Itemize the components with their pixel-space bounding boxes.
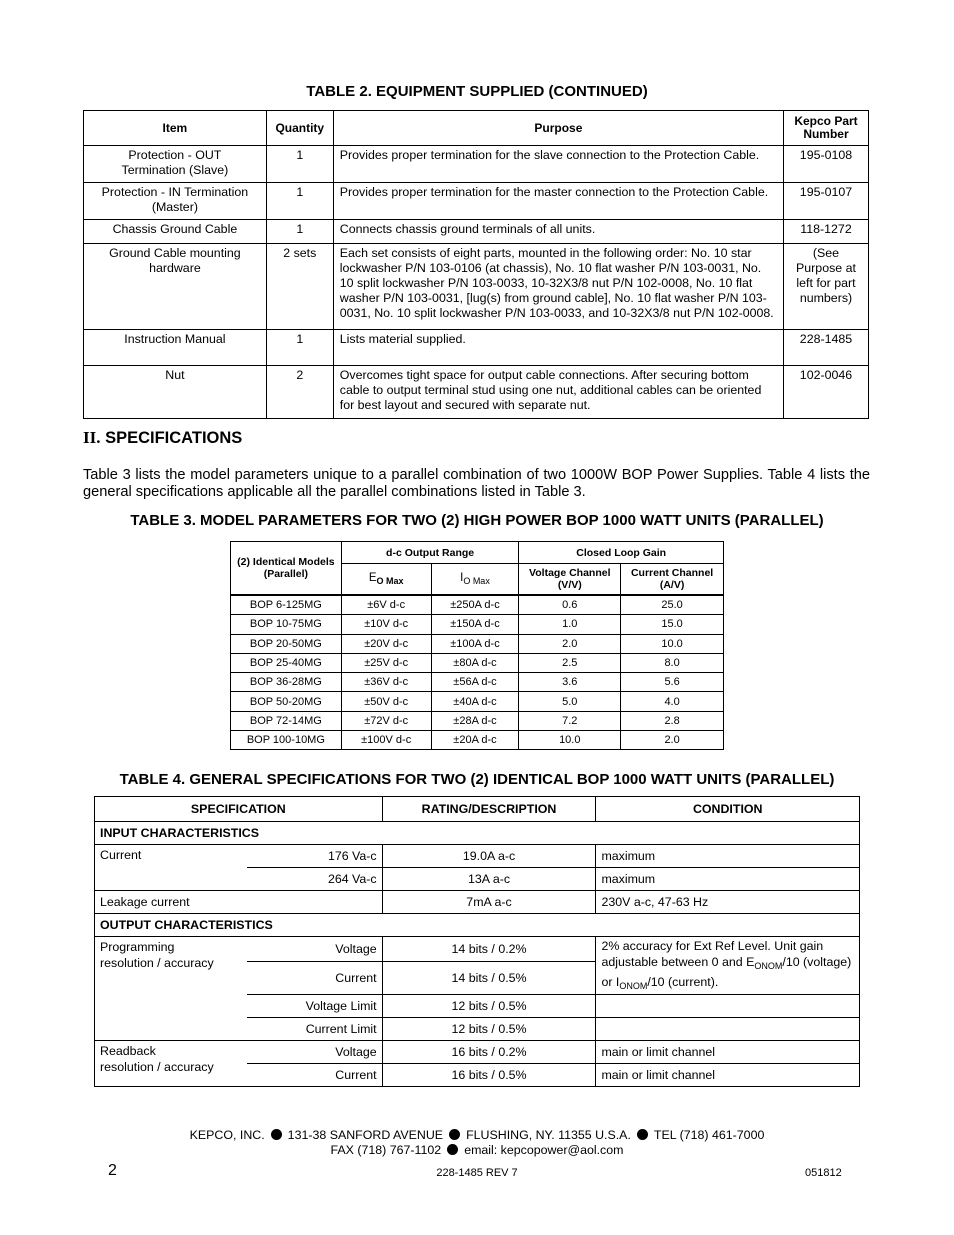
table4-readback-current-rating: 16 bits / 0.5% bbox=[382, 1064, 596, 1087]
table4-programming-label-line1: Programming bbox=[100, 940, 175, 954]
table3-header-io: I bbox=[460, 571, 464, 584]
table3-header-models bbox=[231, 542, 342, 596]
table2-part-cell: (See Purpose at left for part numbers) bbox=[783, 244, 868, 330]
table-row bbox=[84, 244, 869, 330]
table3-header-gain: Closed Loop Gain bbox=[519, 542, 724, 564]
table4-programming-label bbox=[95, 937, 248, 1041]
table3-voltage-gain-cell: 7.2 bbox=[519, 711, 621, 730]
table3-header-eo-max bbox=[341, 564, 431, 596]
footer-address-line bbox=[0, 1128, 954, 1142]
table2-part-cell: 118-1272 bbox=[783, 220, 868, 244]
table-row bbox=[84, 183, 869, 220]
footer-tel: TEL (718) 461-7000 bbox=[653, 1128, 765, 1142]
table4-programming-label-line2: resolution / accuracy bbox=[100, 956, 214, 970]
table3-header-io-max bbox=[431, 564, 519, 596]
table4-prog-current-rating: 14 bits / 0.5% bbox=[382, 961, 596, 994]
table3-eo-cell: ±6V d-c bbox=[341, 595, 431, 615]
page-number: 2 bbox=[108, 1162, 117, 1179]
doc-number: 228-1485 REV 7 bbox=[436, 1167, 518, 1179]
table2-purpose-cell: Each set consists of eight parts, mounted in the following order: No. 10 star lockwasher P/N 103-0106 (at chassis), No. 10 flat washer P/N 103-0031, No. 10 split lockwasher P/N 103-0033, 10-32X3/8 nut P/N 102-0008, No. 10 flat washer P/N 103-0031, [lug(s) from ground cable], No. 10 flat washer P/N 103-0031, No. 10 split lockwasher P/N 103-0033, and 10-32X3/8 nut P/N 102-0008. bbox=[333, 244, 783, 330]
table3-eo-cell: ±50V d-c bbox=[341, 692, 431, 711]
table3-current-gain-cell: 25.0 bbox=[621, 595, 724, 615]
table2-equipment-supplied bbox=[83, 110, 869, 419]
table4-prog-current-limit-condition bbox=[596, 1018, 860, 1041]
table3-voltage-gain-cell: 3.6 bbox=[519, 673, 621, 692]
table3-eo-cell: ±20V d-c bbox=[341, 634, 431, 653]
table2-item-cell: Instruction Manual bbox=[84, 330, 267, 366]
table4-input-section: INPUT CHARACTERISTICS bbox=[95, 822, 860, 845]
table3-title: TABLE 3. MODEL PARAMETERS FOR TWO (2) HIGH POWER BOP 1000 WATT UNITS (PARALLEL) bbox=[130, 512, 824, 529]
table3-eo-cell: ±72V d-c bbox=[341, 711, 431, 730]
table3-header-vch-line2: (V/V) bbox=[557, 579, 582, 591]
table3-current-gain-cell: 15.0 bbox=[621, 615, 724, 634]
table4-header-spec: SPECIFICATION bbox=[95, 797, 383, 822]
table3-header-models-line2: (Parallel) bbox=[263, 568, 309, 580]
table2-part-cell: 195-0107 bbox=[783, 183, 868, 220]
table4-prog-condition-p3: /10 (current). bbox=[647, 975, 719, 989]
table4-readback-label bbox=[95, 1041, 248, 1087]
table2-header-part-line2: Number bbox=[803, 127, 849, 141]
table2-part-cell: 228-1485 bbox=[783, 330, 868, 366]
table3-eo-cell: ±10V d-c bbox=[341, 615, 431, 634]
table3-voltage-gain-cell: 5.0 bbox=[519, 692, 621, 711]
table2-purpose-cell: Lists material supplied. bbox=[333, 330, 783, 366]
table3-model-cell: BOP 36-28MG bbox=[231, 673, 342, 692]
table4-readback-label-line1: Readback bbox=[100, 1044, 156, 1058]
table4-prog-condition-sub2: ONOM bbox=[619, 981, 648, 991]
table3-io-cell: ±28A d-c bbox=[431, 711, 519, 730]
table3-model-cell: BOP 72-14MG bbox=[231, 711, 342, 730]
table2-quantity-cell: 1 bbox=[266, 146, 333, 183]
bullet-icon bbox=[449, 1129, 460, 1140]
table4-output-section: OUTPUT CHARACTERISTICS bbox=[95, 914, 860, 937]
table2-quantity-cell: 2 sets bbox=[266, 244, 333, 330]
specifications-paragraph: Table 3 lists the model parameters unique to a parallel combination of two 1000W BOP Power Supplies. Table 4 lists the general specifications applicable all the parallel combinations listed in Table 3. bbox=[83, 467, 870, 500]
table2-purpose-cell: Provides proper termination for the slave connection to the Protection Cable. bbox=[333, 146, 783, 183]
table3-voltage-gain-cell: 1.0 bbox=[519, 615, 621, 634]
table3-header-dc-range: d-c Output Range bbox=[341, 542, 519, 564]
table3-current-gain-cell: 4.0 bbox=[621, 692, 724, 711]
table2-purpose-cell: Overcomes tight space for output cable connections. After securing bottom cable to output terminal stud using one nut, additional cables can be oriented for best layout and secured with separate nut. bbox=[333, 366, 783, 419]
table3-header-io-sub: O Max bbox=[463, 575, 490, 586]
table-row bbox=[231, 711, 724, 730]
table2-part-cell: 195-0108 bbox=[783, 146, 868, 183]
table4-readback-label-line2: resolution / accuracy bbox=[100, 1060, 214, 1074]
table2-header-purpose: Purpose bbox=[333, 111, 783, 146]
table4-prog-current-limit-rating: 12 bits / 0.5% bbox=[382, 1018, 596, 1041]
table2-title: TABLE 2. EQUIPMENT SUPPLIED (CONTINUED) bbox=[306, 83, 648, 100]
table4-prog-voltage-limit-rating: 12 bits / 0.5% bbox=[382, 995, 596, 1018]
table3-model-cell: BOP 10-75MG bbox=[231, 615, 342, 634]
footer-fax: FAX (718) 767-1102 bbox=[330, 1143, 442, 1157]
table-row bbox=[84, 146, 869, 183]
table2-item-cell: Protection - IN Termination (Master) bbox=[84, 183, 267, 220]
table-row bbox=[231, 731, 724, 750]
table2-quantity-cell: 1 bbox=[266, 183, 333, 220]
table3-io-cell: ±150A d-c bbox=[431, 615, 519, 634]
table3-eo-cell: ±100V d-c bbox=[341, 731, 431, 750]
table3-model-cell: BOP 20-50MG bbox=[231, 634, 342, 653]
table2-item-cell: Ground Cable mounting hardware bbox=[84, 244, 267, 330]
table4-leakage-label: Leakage current bbox=[95, 891, 383, 914]
table4-current-label: Current bbox=[95, 845, 248, 891]
table4-readback-voltage-condition: main or limit channel bbox=[596, 1041, 860, 1064]
table2-quantity-cell: 1 bbox=[266, 330, 333, 366]
table3-model-parameters bbox=[230, 541, 724, 750]
table4-prog-voltage-limit-condition bbox=[596, 995, 860, 1018]
table-row bbox=[231, 673, 724, 692]
table2-part-cell: 102-0046 bbox=[783, 366, 868, 419]
table4-header-rating: RATING/DESCRIPTION bbox=[382, 797, 596, 822]
table4-prog-condition-p1: 2% accuracy for Ext Ref Level. Unit gain adjustable between 0 and E bbox=[601, 939, 824, 969]
table3-io-cell: ±80A d-c bbox=[431, 653, 519, 672]
table4-leakage-condition: 230V a-c, 47-63 Hz bbox=[596, 891, 860, 914]
table4-header-condition: CONDITION bbox=[596, 797, 860, 822]
table-row bbox=[231, 595, 724, 615]
table4-readback-current-sub: Current bbox=[247, 1064, 382, 1087]
table4-current-sub-264: 264 Va-c bbox=[247, 868, 382, 891]
table3-io-cell: ±40A d-c bbox=[431, 692, 519, 711]
table4-current-condition-264: maximum bbox=[596, 868, 860, 891]
table3-io-cell: ±20A d-c bbox=[431, 731, 519, 750]
table2-header-part-number bbox=[783, 111, 868, 146]
table3-voltage-gain-cell: 2.0 bbox=[519, 634, 621, 653]
table3-io-cell: ±100A d-c bbox=[431, 634, 519, 653]
table-row bbox=[231, 692, 724, 711]
section-title: SPECIFICATIONS bbox=[105, 429, 243, 447]
table3-model-cell: BOP 6-125MG bbox=[231, 595, 342, 615]
table2-quantity-cell: 2 bbox=[266, 366, 333, 419]
table4-prog-current-limit-sub: Current Limit bbox=[247, 1018, 382, 1041]
section-heading bbox=[83, 428, 242, 448]
table4-title: TABLE 4. GENERAL SPECIFICATIONS FOR TWO (2) IDENTICAL BOP 1000 WATT UNITS (PARALLEL) bbox=[119, 771, 835, 788]
table3-header-vch-line1: Voltage Channel bbox=[529, 567, 611, 579]
table-row bbox=[231, 653, 724, 672]
table2-item-cell: Nut bbox=[84, 366, 267, 419]
table3-header-cch-line2: (A/V) bbox=[659, 579, 685, 591]
footer-company: KEPCO, INC. bbox=[189, 1128, 265, 1142]
footer-contact-line bbox=[0, 1143, 954, 1157]
bullet-icon bbox=[447, 1144, 458, 1155]
footer-city: FLUSHING, NY. 11355 U.S.A. bbox=[466, 1128, 631, 1142]
bullet-icon bbox=[637, 1129, 648, 1140]
table2-purpose-cell: Provides proper termination for the master connection to the Protection Cable. bbox=[333, 183, 783, 220]
table4-current-rating-176: 19.0A a-c bbox=[382, 845, 596, 868]
table4-current-rating-264: 13A a-c bbox=[382, 868, 596, 891]
table3-eo-cell: ±36V d-c bbox=[341, 673, 431, 692]
table3-header-eo-sub: O Max bbox=[376, 575, 404, 586]
table2-item-cell: Chassis Ground Cable bbox=[84, 220, 267, 244]
table4-prog-condition-sub1: ONOM bbox=[754, 961, 783, 971]
table2-header-quantity: Quantity bbox=[266, 111, 333, 146]
table3-current-gain-cell: 2.8 bbox=[621, 711, 724, 730]
table-row bbox=[84, 330, 869, 366]
section-number: II. bbox=[83, 428, 101, 447]
table2-purpose-cell: Connects chassis ground terminals of all units. bbox=[333, 220, 783, 244]
table-row bbox=[231, 615, 724, 634]
table3-io-cell: ±250A d-c bbox=[431, 595, 519, 615]
table3-header-cch-line1: Current Channel bbox=[630, 567, 714, 579]
footer-email: email: kepcopower@aol.com bbox=[464, 1143, 624, 1157]
table2-quantity-cell: 1 bbox=[266, 220, 333, 244]
table3-eo-cell: ±25V d-c bbox=[341, 653, 431, 672]
table3-current-gain-cell: 10.0 bbox=[621, 634, 724, 653]
table3-io-cell: ±56A d-c bbox=[431, 673, 519, 692]
table3-header-current-channel bbox=[621, 564, 724, 596]
table4-current-condition-176: maximum bbox=[596, 845, 860, 868]
table-row bbox=[231, 634, 724, 653]
table3-voltage-gain-cell: 2.5 bbox=[519, 653, 621, 672]
table3-model-cell: BOP 25-40MG bbox=[231, 653, 342, 672]
table3-current-gain-cell: 8.0 bbox=[621, 653, 724, 672]
table2-header-item: Item bbox=[84, 111, 267, 146]
table4-readback-voltage-rating: 16 bits / 0.2% bbox=[382, 1041, 596, 1064]
table4-prog-condition-p2: /10 (voltage) or I bbox=[601, 955, 852, 989]
table4-prog-current-sub: Current bbox=[247, 961, 382, 994]
table-row bbox=[84, 366, 869, 419]
table4-general-specifications bbox=[94, 796, 860, 1087]
bullet-icon bbox=[271, 1129, 282, 1140]
table3-voltage-gain-cell: 10.0 bbox=[519, 731, 621, 750]
table3-header-eo: E bbox=[368, 571, 377, 584]
table3-current-gain-cell: 2.0 bbox=[621, 731, 724, 750]
table4-prog-voltage-limit-sub: Voltage Limit bbox=[247, 995, 382, 1018]
table3-header-models-line1: (2) Identical Models bbox=[237, 556, 335, 568]
table4-prog-voltage-rating: 14 bits / 0.2% bbox=[382, 937, 596, 962]
table-row bbox=[84, 220, 869, 244]
table4-prog-condition bbox=[596, 937, 860, 995]
table4-current-sub-176: 176 Va-c bbox=[247, 845, 382, 868]
table4-prog-voltage-sub: Voltage bbox=[247, 937, 382, 962]
table3-current-gain-cell: 5.6 bbox=[621, 673, 724, 692]
table4-leakage-rating: 7mA a-c bbox=[382, 891, 596, 914]
table3-header-voltage-channel bbox=[519, 564, 621, 596]
table4-readback-voltage-sub: Voltage bbox=[247, 1041, 382, 1064]
footer-address: 131-38 SANFORD AVENUE bbox=[287, 1128, 444, 1142]
table3-model-cell: BOP 100-10MG bbox=[231, 731, 342, 750]
table3-model-cell: BOP 50-20MG bbox=[231, 692, 342, 711]
table2-header-part-line1: Kepco Part bbox=[794, 114, 858, 128]
table4-readback-current-condition: main or limit channel bbox=[596, 1064, 860, 1087]
table3-voltage-gain-cell: 0.6 bbox=[519, 595, 621, 615]
table2-item-cell: Protection - OUT Termination (Slave) bbox=[84, 146, 267, 183]
date-code: 051812 bbox=[805, 1167, 842, 1179]
table2-header-row bbox=[84, 111, 869, 146]
